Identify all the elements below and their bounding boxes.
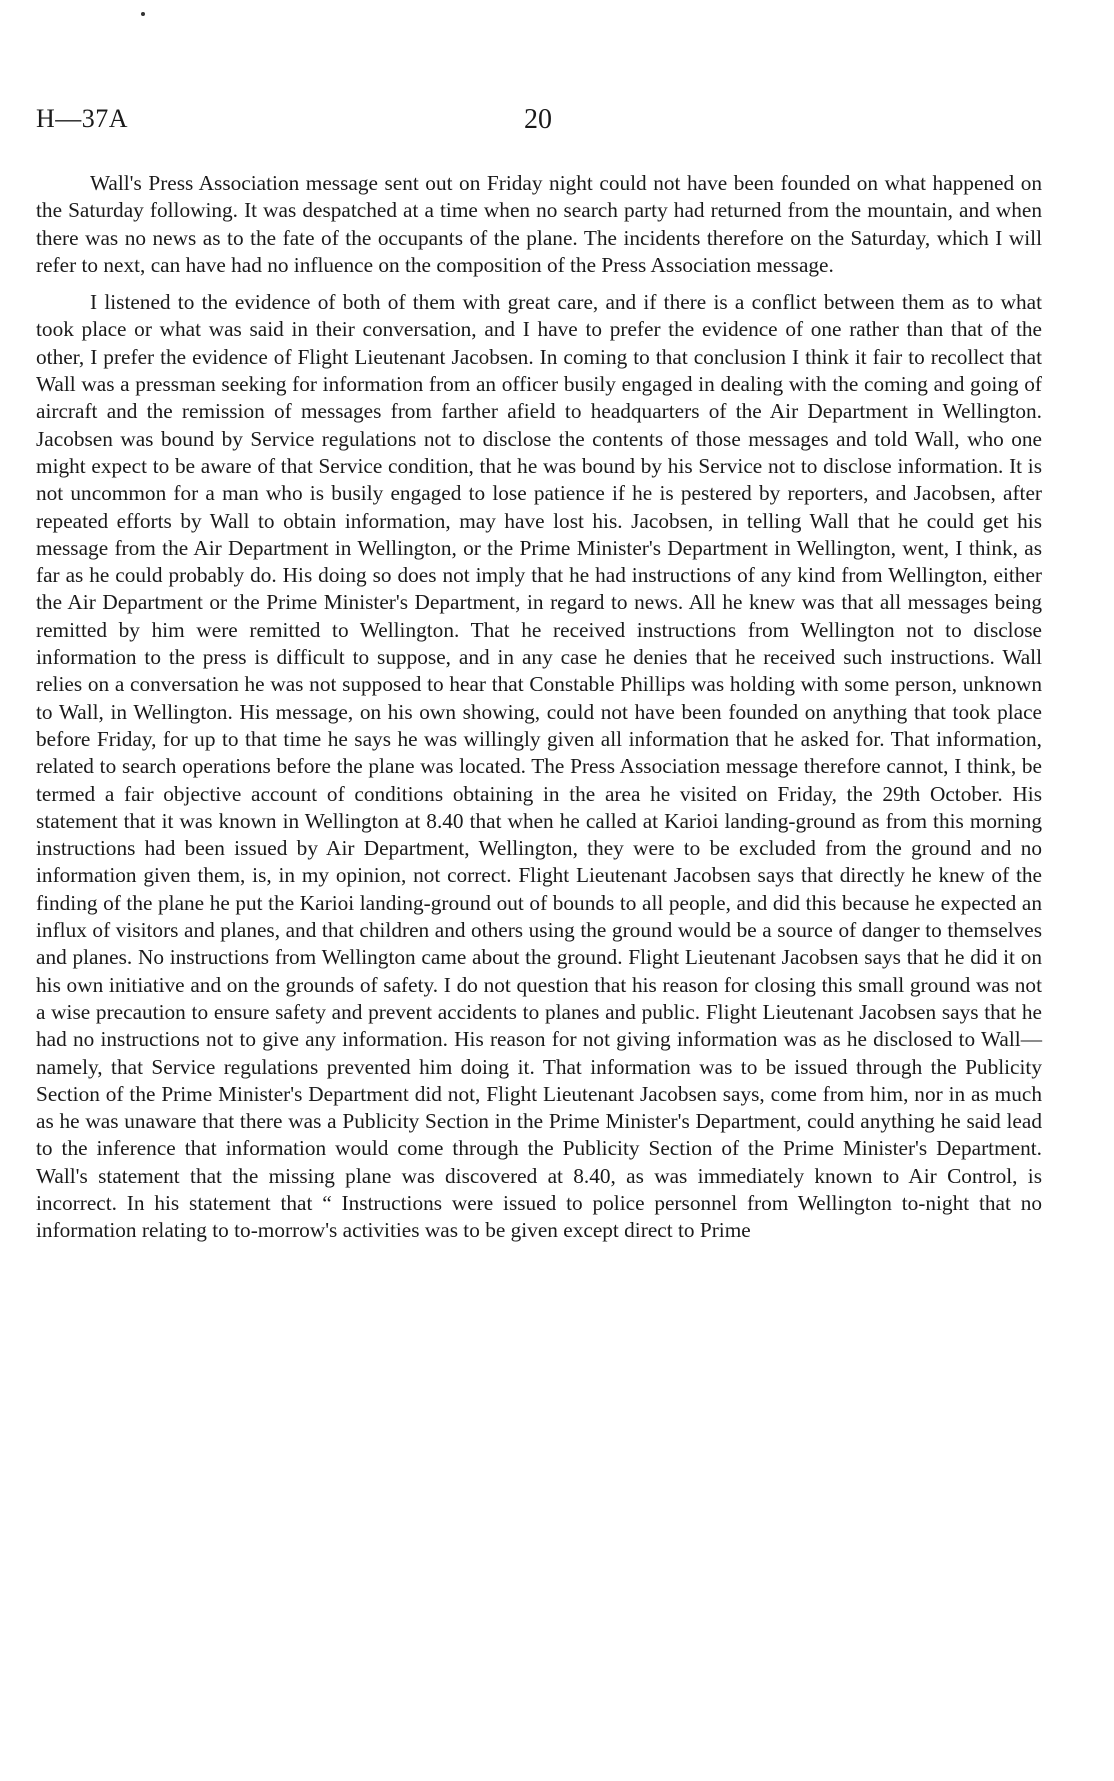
document-identifier: H—37A	[36, 104, 129, 133]
stray-mark	[141, 12, 145, 16]
paragraph: I listened to the evidence of both of them with great care, and if there is a conflict between them as to what took place or what was said in their conversation, and I have to prefer the evidence of one rather than that of the other, I prefer the evidence of Flight Lieutenant Jacobsen. In coming to that conclusion I think it fair to recollect that Wall was a pressman seeking for information from an officer busily engaged in dealing with the coming and going of aircraft and the remission of messages from farther afield to headquarters of the Air Department in Wellington. Jacobsen was bound by Service regulations not to disclose the contents of those messages and told Wall, who one might expect to be aware of that Service condition, that he was bound by his Service not to disclose information. It is not uncommon for a man who is busily engaged to lose patience if he is pestered by reporters, and Jacobsen, after repeated efforts by Wall to obtain information, may have lost his. Jacobsen, in telling Wall that he could get his message from the Air Department in Wellington, or the Prime Minister's Department in Wellington, went, I think, as far as he could probably do. His doing so does not imply that he had instructions of any kind from Wellington, either the Air Department or the Prime Minister's Department, in regard to news. All he knew was that all messages being remitted by him were remitted to Wellington. That he received instructions from Wellington not to disclose information to the press is difficult to suppose, and in any case he denies that he received such instructions. Wall relies on a conversation he was not supposed to hear that Constable Phillips was holding with some person, unknown to Wall, in Wellington. His message, on his own showing, could not have been founded on anything that took place before Friday, for up to that time he says he was willingly given all information that he asked for. That information, related to search operations before the plane was located. The Press Association message therefore cannot, I think, be termed a fair objective account of conditions obtaining in the area he visited on Friday, the 29th October. His statement that it was known in Wellington at 8.40 that when he called at Karioi landing-ground as from this morning instructions had been issued by Air Department, Wellington, they were to be excluded from the ground and no information given them, is, in my opinion, not correct. Flight Lieutenant Jacobsen says that directly he knew of the finding of the plane he put the Karioi landing-ground out of bounds to all people, and did this because he expected an influx of visitors and planes, and that children and others using the ground would be a source of danger to themselves and planes. No instructions from Wellington came about the ground. Flight Lieutenant Jacobsen says that he did it on his own initiative and on the grounds of safety. I do not question that his reason for closing this small ground was not a wise precaution to ensure safety and prevent accidents to planes and public. Flight Lieutenant Jacobsen says that he had no instructions not to give any information. His reason for not giving information was as he disclosed to Wall—namely, that Service regulations prevented him doing it. That information was to be issued through the Publicity Section of the Prime Minister's Department did not, Flight Lieutenant Jacobsen says, come from him, nor in as much as he was unaware that there was a Publicity Section in the Prime Minister's Department, could anything he said lead to the inference that information would come through the Publicity Section of the Prime Minister's Department. Wall's statement that the missing plane was discovered at 8.40, as was immediately known to Air Control, is incorrect. In his statement that “ Instructions were issued to police personnel from Wellington to-night that no information relating to to-morrow's activities was to be given except direct to Prime	[36, 290, 1042, 1243]
paragraph: Wall's Press Association message sent out on Friday night could not have been founded on what happened on the Saturday following. It was despatched at a time when no search party had returned from the mountain, and when there was no news as to the fate of the occupants of the plane. The incidents therefore on the Saturday, which I will refer to next, can have had no influence on the composition of the Press Association message.	[36, 171, 1042, 277]
page-number: 20	[524, 104, 552, 135]
page-header	[36, 104, 1078, 138]
body-text	[36, 170, 1042, 1245]
